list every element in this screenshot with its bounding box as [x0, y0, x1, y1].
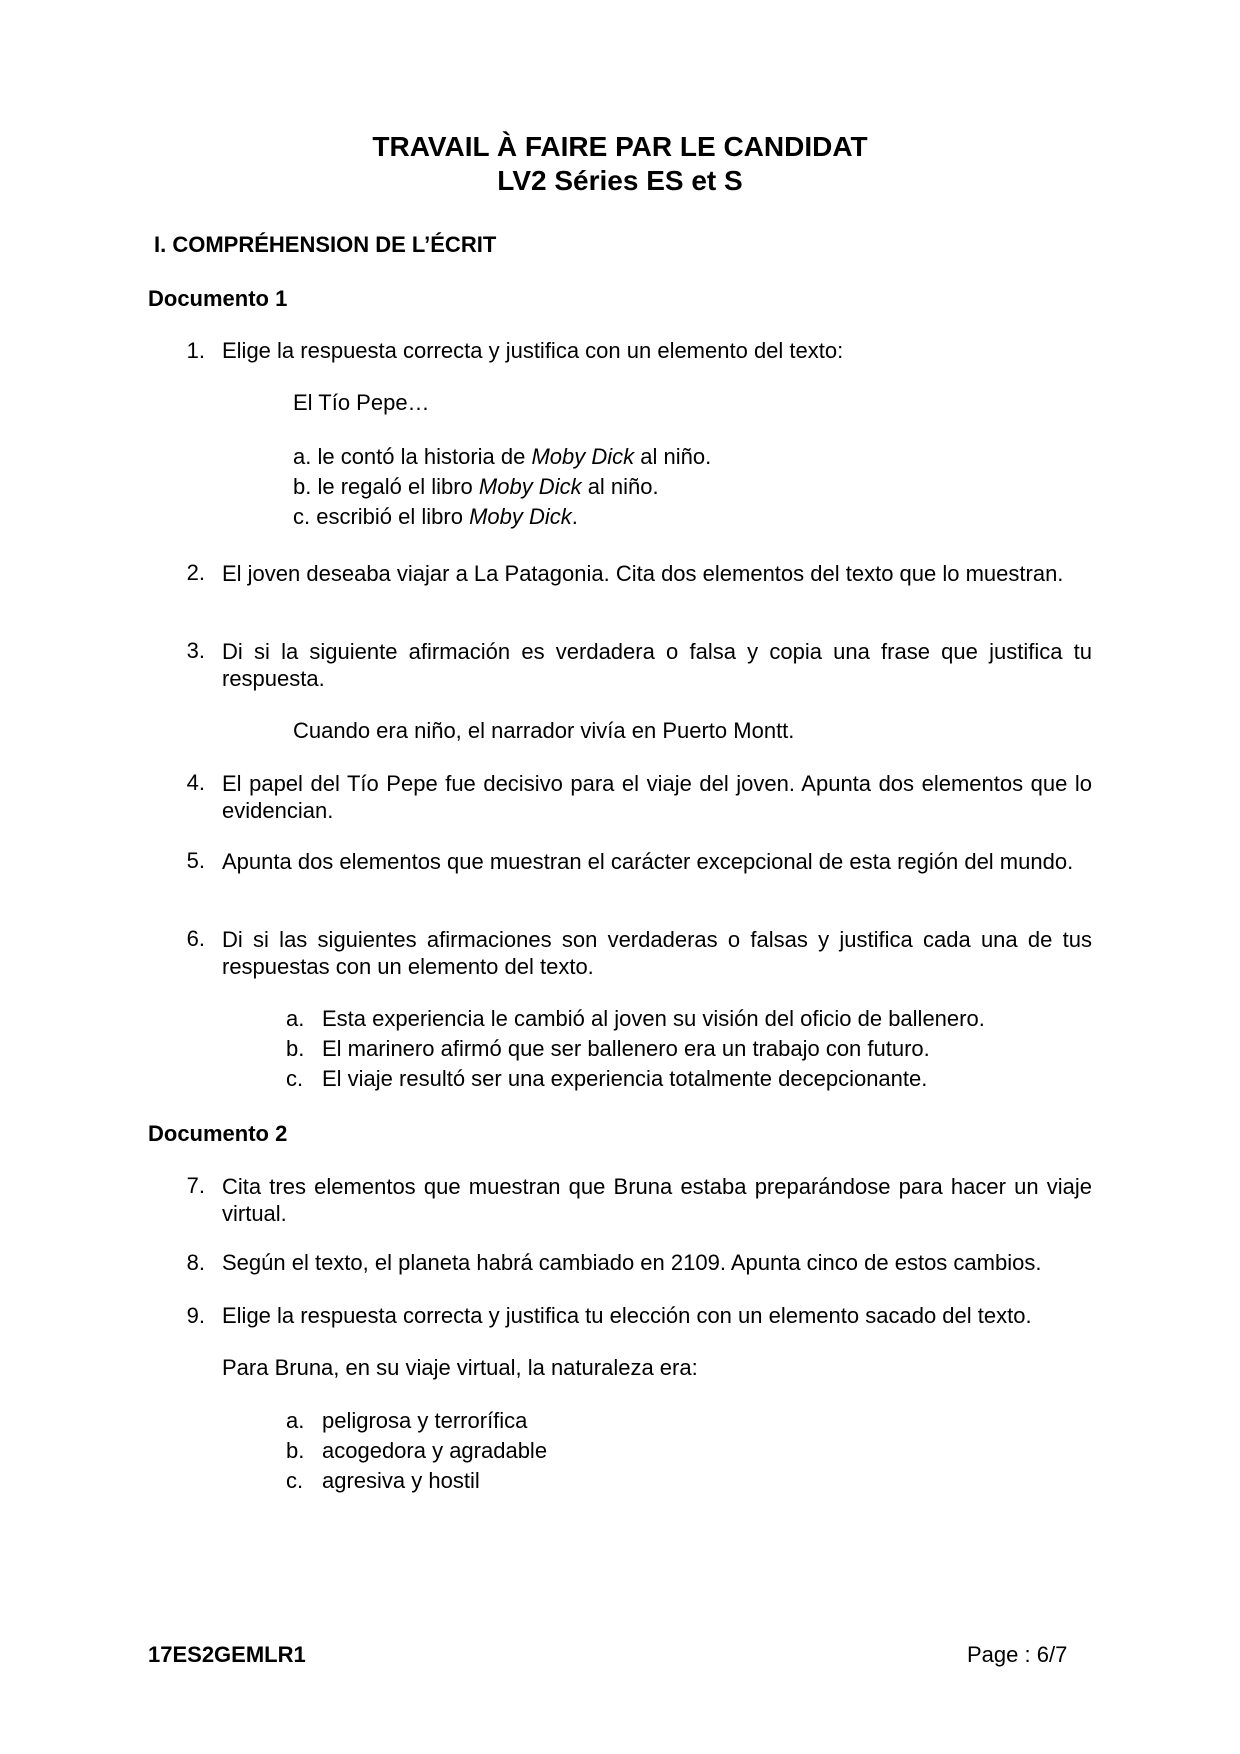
question-7-number: 7. [186, 1173, 205, 1198]
question-3-text: Di si la siguiente afirmación es verdadera o falsa y copia una frase que justifica tu respuesta. [222, 639, 1092, 691]
question-4-text: El papel del Tío Pepe fue decisivo para el viaje del joven. Apunta dos elementos que lo evidencian. [222, 771, 1092, 823]
footer-code: 17ES2GEMLR1 [148, 1642, 306, 1667]
question-6-number: 6. [186, 926, 205, 951]
question-6-item-a: Esta experiencia le cambió al joven su visión del oficio de ballenero. [322, 1006, 985, 1031]
question-3-number: 3. [186, 638, 205, 663]
question-8-text: Según el texto, el planeta habrá cambiado en 2109. Apunta cinco de estos cambios. [222, 1250, 1042, 1275]
question-9-option-b-letter: b. [286, 1438, 305, 1463]
question-9-option-c-letter: c. [286, 1468, 304, 1493]
question-6-item-b-letter: b. [286, 1036, 305, 1061]
question-1-option-a: a. le contó la historia de Moby Dick al niño. [293, 444, 712, 469]
page-subtitle: LV2 Séries ES et S [497, 165, 743, 196]
question-1-number: 1. [186, 338, 205, 363]
document-2-heading: Documento 2 [148, 1121, 288, 1146]
question-5-text: Apunta dos elementos que muestran el carácter excepcional de esta región del mundo. [222, 849, 1074, 874]
question-1-option-b: b. le regaló el libro Moby Dick al niño. [293, 474, 659, 499]
document-1-heading: Documento 1 [148, 286, 288, 311]
question-9-option-a: peligrosa y terrorífica [322, 1408, 528, 1433]
question-9-option-c: agresiva y hostil [322, 1468, 480, 1493]
question-1-prompt: El Tío Pepe… [293, 390, 430, 415]
question-1-text: Elige la respuesta correcta y justifica con un elemento del texto: [222, 338, 844, 363]
question-9-prompt: Para Bruna, en su viaje virtual, la naturaleza era: [222, 1355, 698, 1380]
question-6-item-c-letter: c. [286, 1066, 304, 1091]
question-2-number: 2. [186, 560, 205, 585]
question-9-option-a-letter: a. [286, 1408, 305, 1433]
question-7-text: Cita tres elementos que muestran que Bruna estaba preparándose para hacer un viaje virtual. [222, 1174, 1092, 1226]
question-9-number: 9. [186, 1303, 205, 1328]
question-3-statement: Cuando era niño, el narrador vivía en Puerto Montt. [293, 718, 795, 743]
page-title: TRAVAIL À FAIRE PAR LE CANDIDAT [372, 131, 868, 162]
question-2-text: El joven deseaba viajar a La Patagonia. Cita dos elementos del texto que lo muestran. [222, 561, 1064, 586]
section-heading: I. COMPRÉHENSION DE L’ÉCRIT [154, 232, 497, 257]
question-6-item-c: El viaje resultó ser una experiencia totalmente decepcionante. [322, 1066, 928, 1091]
question-6-item-a-letter: a. [286, 1006, 305, 1031]
question-9-text: Elige la respuesta correcta y justifica tu elección con un elemento sacado del texto. [222, 1303, 1032, 1328]
question-6-text: Di si las siguientes afirmaciones son verdaderas o falsas y justifica cada una de tus respuestas con un elemento del texto. [222, 927, 1092, 979]
question-5-number: 5. [186, 848, 205, 873]
question-1-option-c: c. escribió el libro Moby Dick. [293, 504, 578, 529]
footer-page-number: Page : 6/7 [967, 1642, 1068, 1667]
question-8-number: 8. [186, 1250, 205, 1275]
question-4-number: 4. [186, 770, 205, 795]
question-6-item-b: El marinero afirmó que ser ballenero era un trabajo con futuro. [322, 1036, 930, 1061]
question-9-option-b: acogedora y agradable [322, 1438, 548, 1463]
